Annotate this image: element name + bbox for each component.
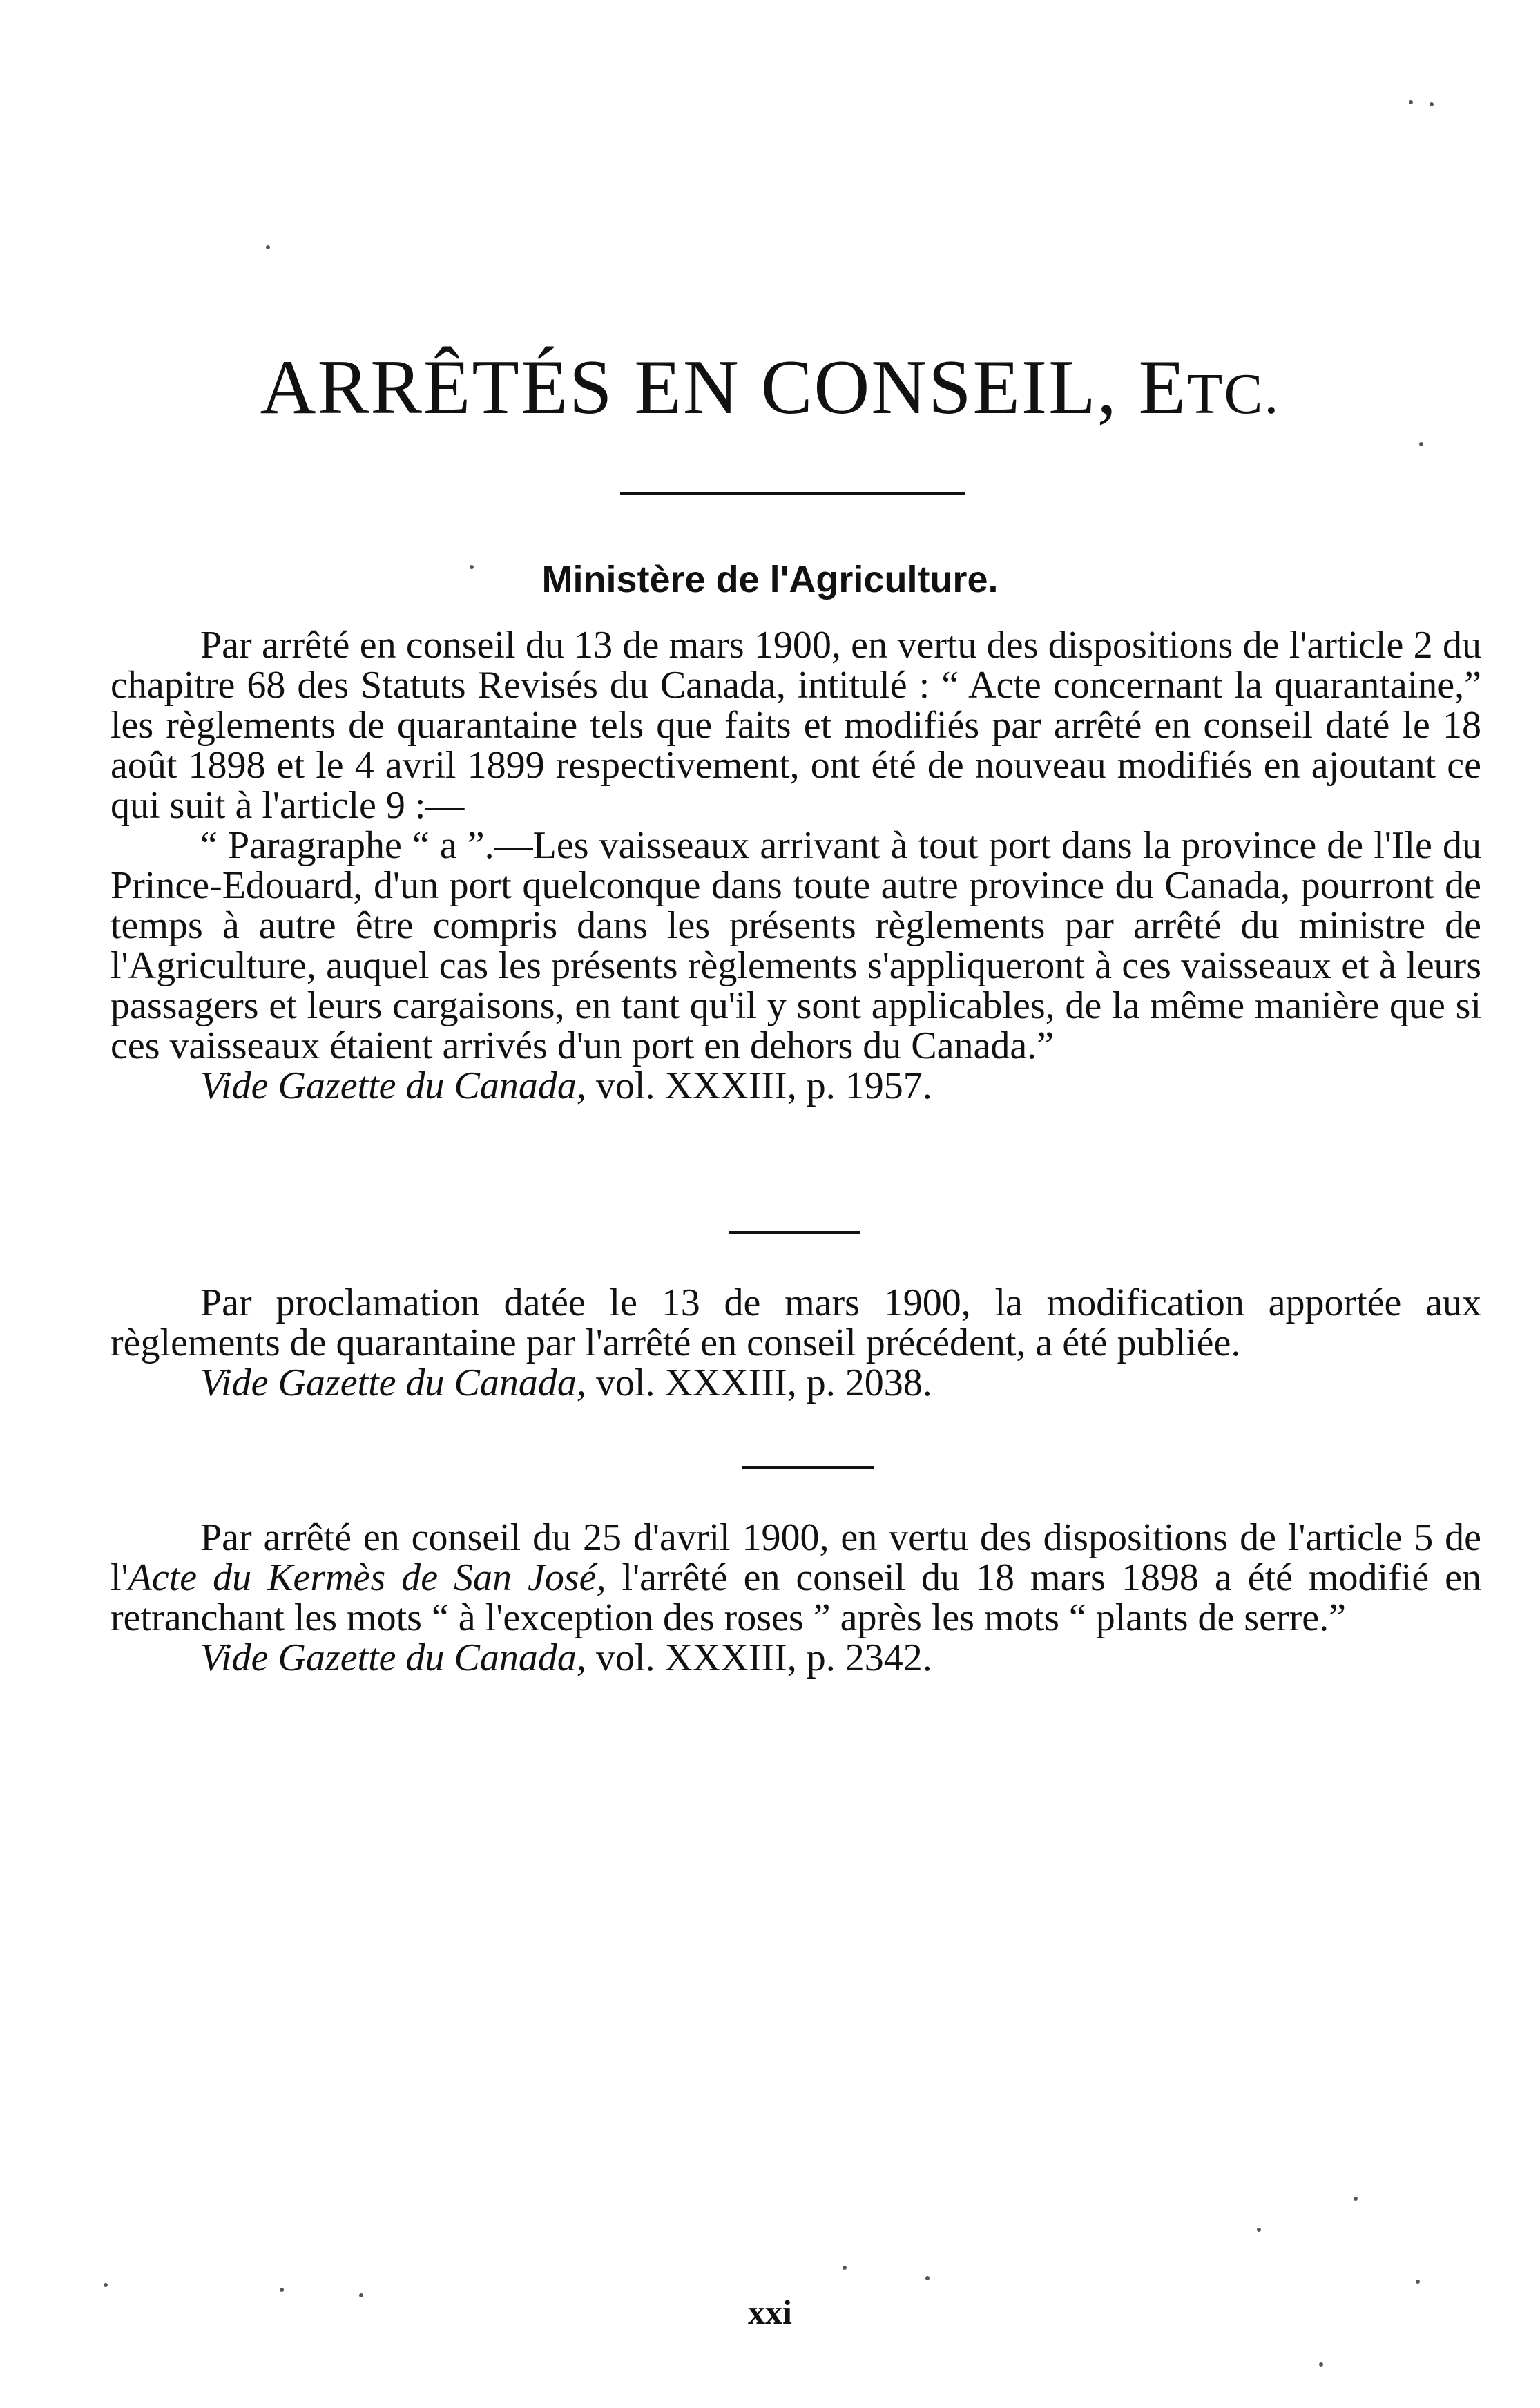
title-small-caps: TC. (1187, 362, 1280, 426)
scan-speck (1319, 2362, 1323, 2367)
scan-speck (843, 2266, 847, 2270)
scan-speck (1430, 102, 1434, 106)
section-divider-1 (729, 1231, 860, 1234)
scan-speck (1257, 2228, 1261, 2232)
scan-speck (1409, 100, 1413, 104)
title-rule (620, 492, 965, 495)
scan-speck (266, 245, 270, 249)
citation-source: Vide Gazette du Canada, (200, 1064, 586, 1107)
section-1 (110, 625, 1481, 1106)
section-1-citation (110, 1066, 1481, 1106)
ministry-heading: Ministère de l'Agriculture. (541, 559, 999, 600)
section-1-paragraph-2: “ Paragraphe “ a ”.—Les vaisseaux arrivant à tout port dans la province de l'Ile du Prince-Edouard, d'un port quelconque dans toute autre province du Canada, pourront de temps à autre être compris dans les présents règlements par arrêté du ministre de l'Agriculture, auquel cas les présents règlements s'appliqueront à ces vaisseaux et à leurs passagers et leurs cargaisons, en tant qu'il y sont applicables, de la même manière que si ces vaisseaux étaient arrivés d'un port en dehors du Canada.” (110, 824, 1481, 1067)
scan-speck (470, 565, 474, 569)
citation-source: Vide Gazette du Canada, (200, 1361, 586, 1404)
section-3-text-a: Par arrêté en conseil du 25 d'avril 1900, en vertu des dispositions de l'article 5 de l' (110, 1516, 1481, 1599)
section-3-text-b: l'arrêté en conseil du 18 mars 1898 a été modifié en retranchant les mots “ à l'exception des roses ” après les mots “ plants de serre.” (110, 1556, 1482, 1639)
section-3 (110, 1518, 1481, 1678)
section-3-paragraph (110, 1518, 1481, 1638)
page-number: xxi (748, 2293, 792, 2331)
section-2-citation (110, 1363, 1481, 1403)
scan-speck (359, 2293, 363, 2297)
citation-volume: vol. XXXIII, p. 1957. (586, 1064, 932, 1107)
scan-speck (104, 2283, 108, 2287)
act-title: Acte du Kermès de San José, (128, 1556, 606, 1599)
section-2 (110, 1283, 1481, 1403)
citation-volume: vol. XXXIII, p. 2038. (586, 1361, 932, 1404)
section-3-citation (110, 1638, 1481, 1678)
citation-volume: vol. XXXIII, p. 2342. (586, 1636, 932, 1679)
section-divider-2 (742, 1466, 874, 1469)
title-main: ARRÊTÉS EN CONSEIL, E (260, 345, 1188, 430)
scan-speck (280, 2288, 284, 2292)
scan-speck (1419, 442, 1423, 446)
scan-speck (1416, 2280, 1420, 2284)
scan-speck (1354, 2197, 1358, 2201)
scan-speck (925, 2276, 930, 2280)
page-title (0, 345, 1540, 430)
section-1-paragraph-1: Par arrêté en conseil du 13 de mars 1900, en vertu des dispositions de l'article 2 du chapitre 68 des Statuts Revisés du Canada, intitulé : “ Acte concernant la quarantaine,” les règlements de quarantaine tels que faits et modifiés par arrêté en conseil daté le 18 août 1898 et le 4 avril 1899 respectivement, ont été de nouveau modifiés en ajoutant ce qui suit à l'article 9 :— (110, 624, 1481, 827)
citation-source: Vide Gazette du Canada, (200, 1636, 586, 1679)
section-2-paragraph: Par proclamation datée le 13 de mars 1900, la modification apportée aux règlements de quarantaine par l'arrêté en conseil précédent, a été publiée. (110, 1281, 1481, 1364)
